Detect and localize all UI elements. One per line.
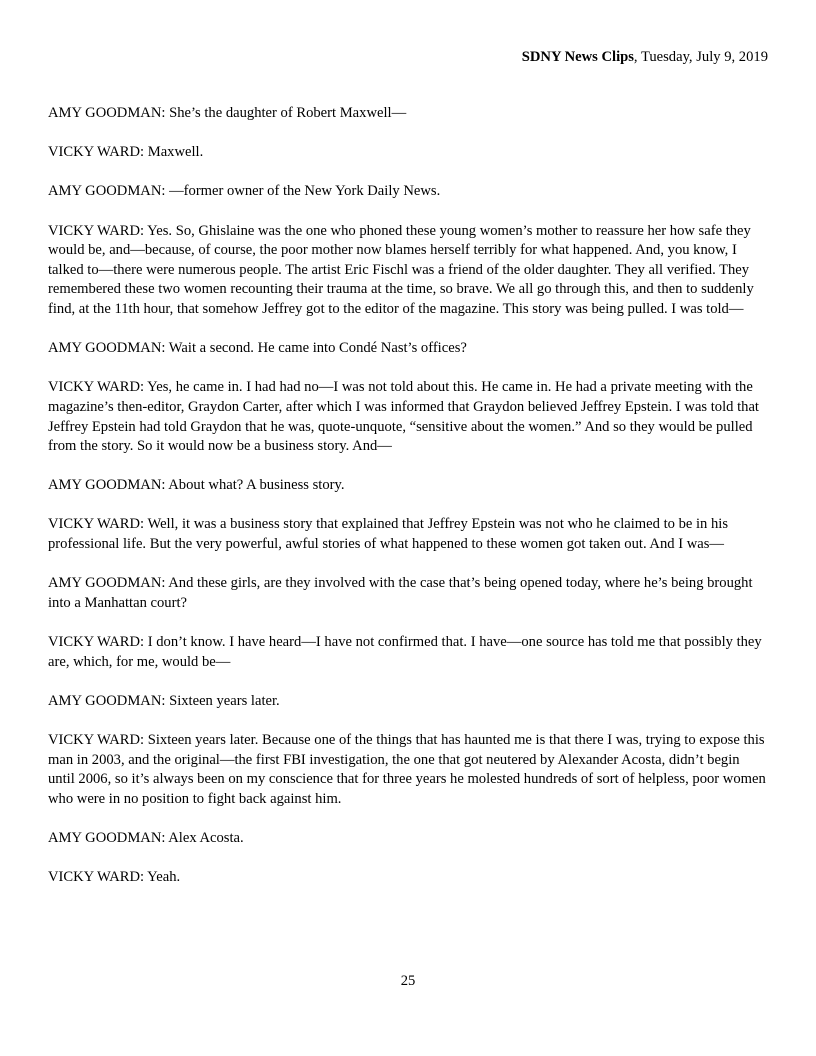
transcript-paragraph: VICKY WARD: Yes. So, Ghislaine was the one who phoned these young women’s mother to reassure her how safe they would be, and—because, of course, the poor mother now blames herself terribly for what happened. And, you know, I talked to—there were numerous people. The artist Eric Fischl was a friend of the older daughter. They all verified. They remembered these two women recounting their trauma at the time, so brave. We all go through this, and then to suddenly find, at the 11th hour, that somehow Jeffrey got to the editor of the magazine. This story was being pulled. I was told— xyxy=(48,222,754,317)
page-number: 25 xyxy=(400,973,416,989)
header-date: , Tuesday, July 9, 2019 xyxy=(633,49,768,65)
transcript-paragraph: VICKY WARD: Yeah. xyxy=(48,869,181,886)
transcript-paragraph: AMY GOODMAN: Alex Acosta. xyxy=(48,829,244,846)
transcript-paragraph: AMY GOODMAN: Sixteen years later. xyxy=(48,692,280,709)
transcript-paragraph: VICKY WARD: I don’t know. I have heard—I have not confirmed that. I have—one source has told me that possibly they are, which, for me, would be— xyxy=(48,634,762,670)
publication-title: SDNY News Clips xyxy=(521,49,634,65)
transcript-paragraph: VICKY WARD: Yes, he came in. I had had no—I was not told about this. He came in. He had a private meeting with the magazine’s then-editor, Graydon Carter, after which I was informed that Graydon believed Jeffrey Epstein. I was told that Jeffrey Epstein had told Graydon that he was, quote-unquote, “sensitive about the women.” And so they would be pulled from the story. So it would now be a business story. And— xyxy=(48,379,759,455)
transcript-paragraph: AMY GOODMAN: And these girls, are they involved with the case that’s being opened today, where he’s being brought into a Manhattan court? xyxy=(48,575,753,611)
transcript-body xyxy=(48,104,768,907)
transcript-paragraph: AMY GOODMAN: About what? A business story. xyxy=(48,477,345,494)
transcript-paragraph: VICKY WARD: Sixteen years later. Because one of the things that has haunted me is that there I was, trying to expose this man in 2003, and the original—the first FBI investigation, the one that got neutered by Alexander Acosta, didn’t begin until 2006, so it’s always been on my conscience that for three years he molested hundreds of sort of helpless, poor women who were in no position to fight back against him. xyxy=(48,732,766,807)
transcript-paragraph: VICKY WARD: Maxwell. xyxy=(48,144,204,161)
transcript-paragraph: AMY GOODMAN: Wait a second. He came into Condé Nast’s offices? xyxy=(48,340,467,357)
transcript-paragraph: AMY GOODMAN: —former owner of the New York Daily News. xyxy=(48,183,441,200)
transcript-paragraph: VICKY WARD: Well, it was a business story that explained that Jeffrey Epstein was not who he claimed to be in his professional life. But the very powerful, awful stories of what happened to these women got taken out. And I was— xyxy=(48,516,729,553)
page-header xyxy=(522,48,768,68)
transcript-paragraph: AMY GOODMAN: She’s the daughter of Robert Maxwell— xyxy=(48,105,407,121)
